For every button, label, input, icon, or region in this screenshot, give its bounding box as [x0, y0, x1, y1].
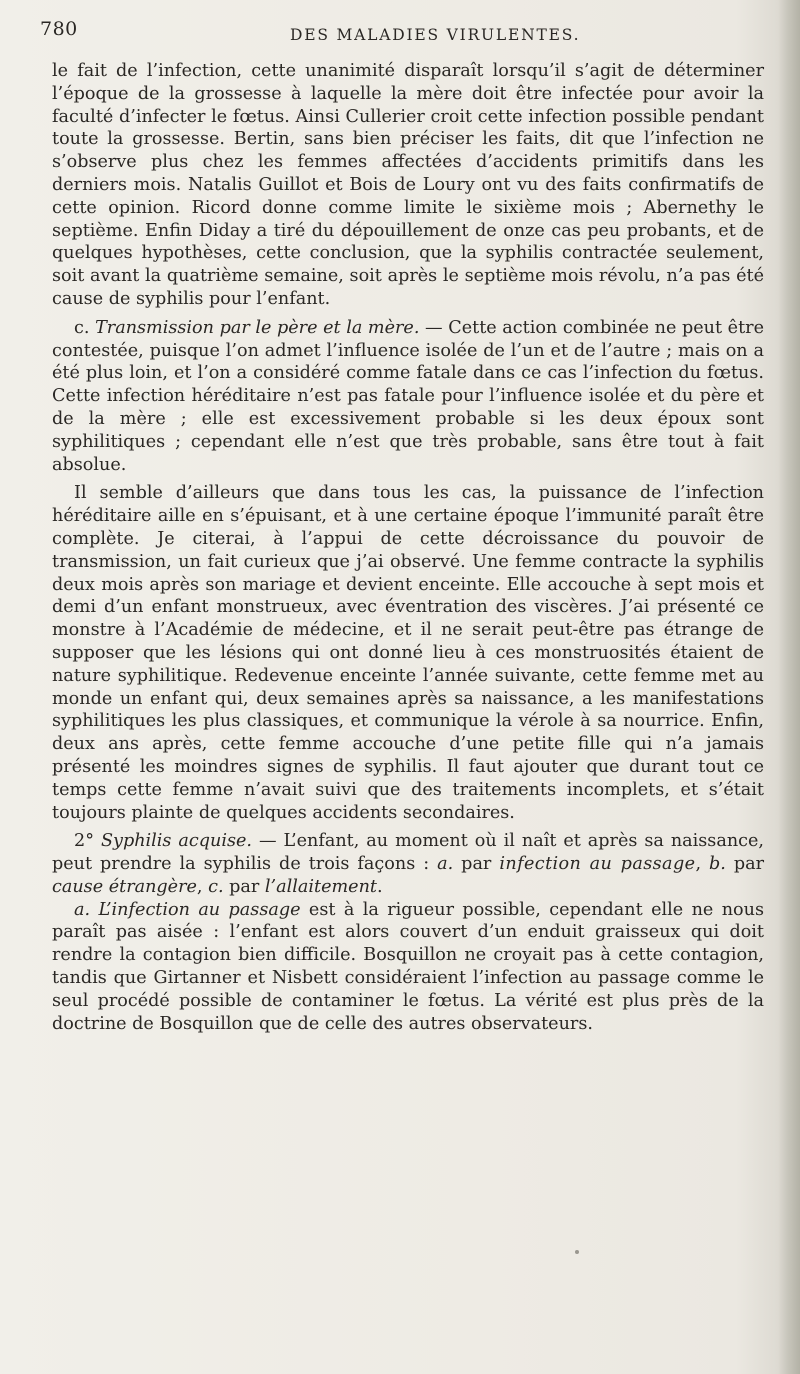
list-marker-a: a. — [437, 854, 454, 875]
section-label-a: a. — [74, 899, 91, 920]
page-header — [40, 18, 770, 58]
running-title: DES MALADIES VIRULENTES. — [290, 26, 581, 44]
section-number-2: 2° — [74, 831, 94, 852]
acquired-intro-text: — L’enfant, au moment où il naît et après sa naissance, peut prendre la syphilis de trois façons : — [52, 831, 765, 875]
acquired-text-par-2: par — [725, 854, 765, 875]
acquired-sep-b: , — [695, 854, 710, 875]
term-allaitement: l’allaitement — [264, 876, 377, 897]
list-marker-b: b. — [709, 854, 726, 875]
paper-speck — [575, 1250, 579, 1254]
paragraph-transmission-both-parents — [52, 317, 764, 477]
section-title-infection-passage: L’infection au passage — [98, 899, 301, 920]
acquired-sep-c: , — [196, 876, 209, 897]
page-number: 780 — [40, 18, 78, 40]
acquired-end: . — [376, 876, 383, 897]
paragraph-infection-timing: le fait de l’infection, cette unanimité disparaît lorsqu’il s’agit de déterminer l’époque de la grossesse à laquelle la mère doit être infectée pour avoir la faculté d’infecter le fœtus. Ainsi Cullerier croit cette infection possible pendant toute la grossesse. Bertin, sans bien préciser les faits, dit que l’infection ne s’observe plus chez les femmes affectées d’accidents primitifs dans les derniers mois. Natalis Guillot et Bois de Loury ont vu des faits confirmatifs de cette opinion. Ricord donne comme limite le sixième mois ; Abernethy le septième. Enfin Diday a tiré du dépouillement de onze cas peu probants, et de quelques hypothèses, cette conclusion, que la syphilis contractée seulement, soit avant la quatrième semaine, soit après le septième mois révolu, n’a pas été cause de syphilis pour l’enfant. — [52, 61, 764, 309]
section-label-c: c. — [74, 317, 90, 338]
paragraph-acquired-syphilis — [52, 830, 764, 898]
paragraph-transmission-text: — Cette action combinée ne peut être contestée, puisque l’on admet l’influence isolée de l’un et de l’autre ; mais on a été plus loin, et l’on a considéré comme fatale dans ce cas l’infection du fœtus. Cette infection héréditaire n’est pas fatale pour l’influence isolée et du père et de la mère ; elle est excessivement probable si les deux époux sont syphilitiques ; cependant elle n’est que très probable, sans être tout à fait absolue. — [52, 317, 764, 475]
term-cause-etrangere: cause étrangère — [52, 876, 197, 897]
acquired-text-par-3: par — [223, 876, 265, 897]
term-infection-au-passage: infection au passage — [499, 854, 696, 875]
page-edge-shadow — [778, 0, 800, 1374]
paragraph-infection-passage-text: est à la rigueur possible, cependant elle ne nous paraît pas aisée : l’enfant est alors couvert d’un enduit graisseux qui doit rendre la contagion bien difficile. Bosquillon ne croyait pas à cette contagion, tandis que Girtanner et Nisbett considéraient l’infection au passage comme le seul procédé possible de contaminer le fœtus. La vérité est plus près de la doctrine de Bosquillon que de celle des autres observateurs. — [52, 899, 764, 1034]
paragraph-infection-passage — [52, 899, 764, 1036]
section-title-acquired: Syphilis acquise. — [100, 831, 253, 852]
acquired-text-par-1: par — [453, 854, 500, 875]
list-marker-c: c. — [208, 876, 224, 897]
paragraph-observed-case: Il semble d’ailleurs que dans tous les cas, la puissance de l’infection héréditaire aille en s’épuisant, et à une certaine époque l’immunité paraît être complète. Je citerai, à l’appui de cette décroissance du pouvoir de transmission, un fait curieux que j’ai observé. Une femme contracte la syphilis deux mois après son mariage et devient enceinte. Elle accouche à sept mois et demi d’un enfant monstrueux, avec éventration des viscères. J’ai présenté ce monstre à l’Académie de médecine, et il ne serait peut-être pas étrange de supposer que les lésions qui ont donné lieu à ces monstruosités étaient de nature syphilitique. Redevenue enceinte l’année suivante, cette femme met au monde un enfant qui, deux semaines après sa naissance, a les manifestations syphilitiques les plus classiques, et communique la vérole à sa nourrice. Enfin, deux ans après, cette femme accouche d’une petite fille qui n’a jamais présenté les moindres signes de syphilis. Il faut ajouter que durant tout ce temps cette femme n’avait suivi que des traitements incomplets, et s’était toujours plainte de quelques accidents secondaires. — [52, 483, 764, 823]
body-text — [52, 60, 764, 1035]
section-title-transmission: Transmission par le père et la mère. — [95, 317, 420, 338]
